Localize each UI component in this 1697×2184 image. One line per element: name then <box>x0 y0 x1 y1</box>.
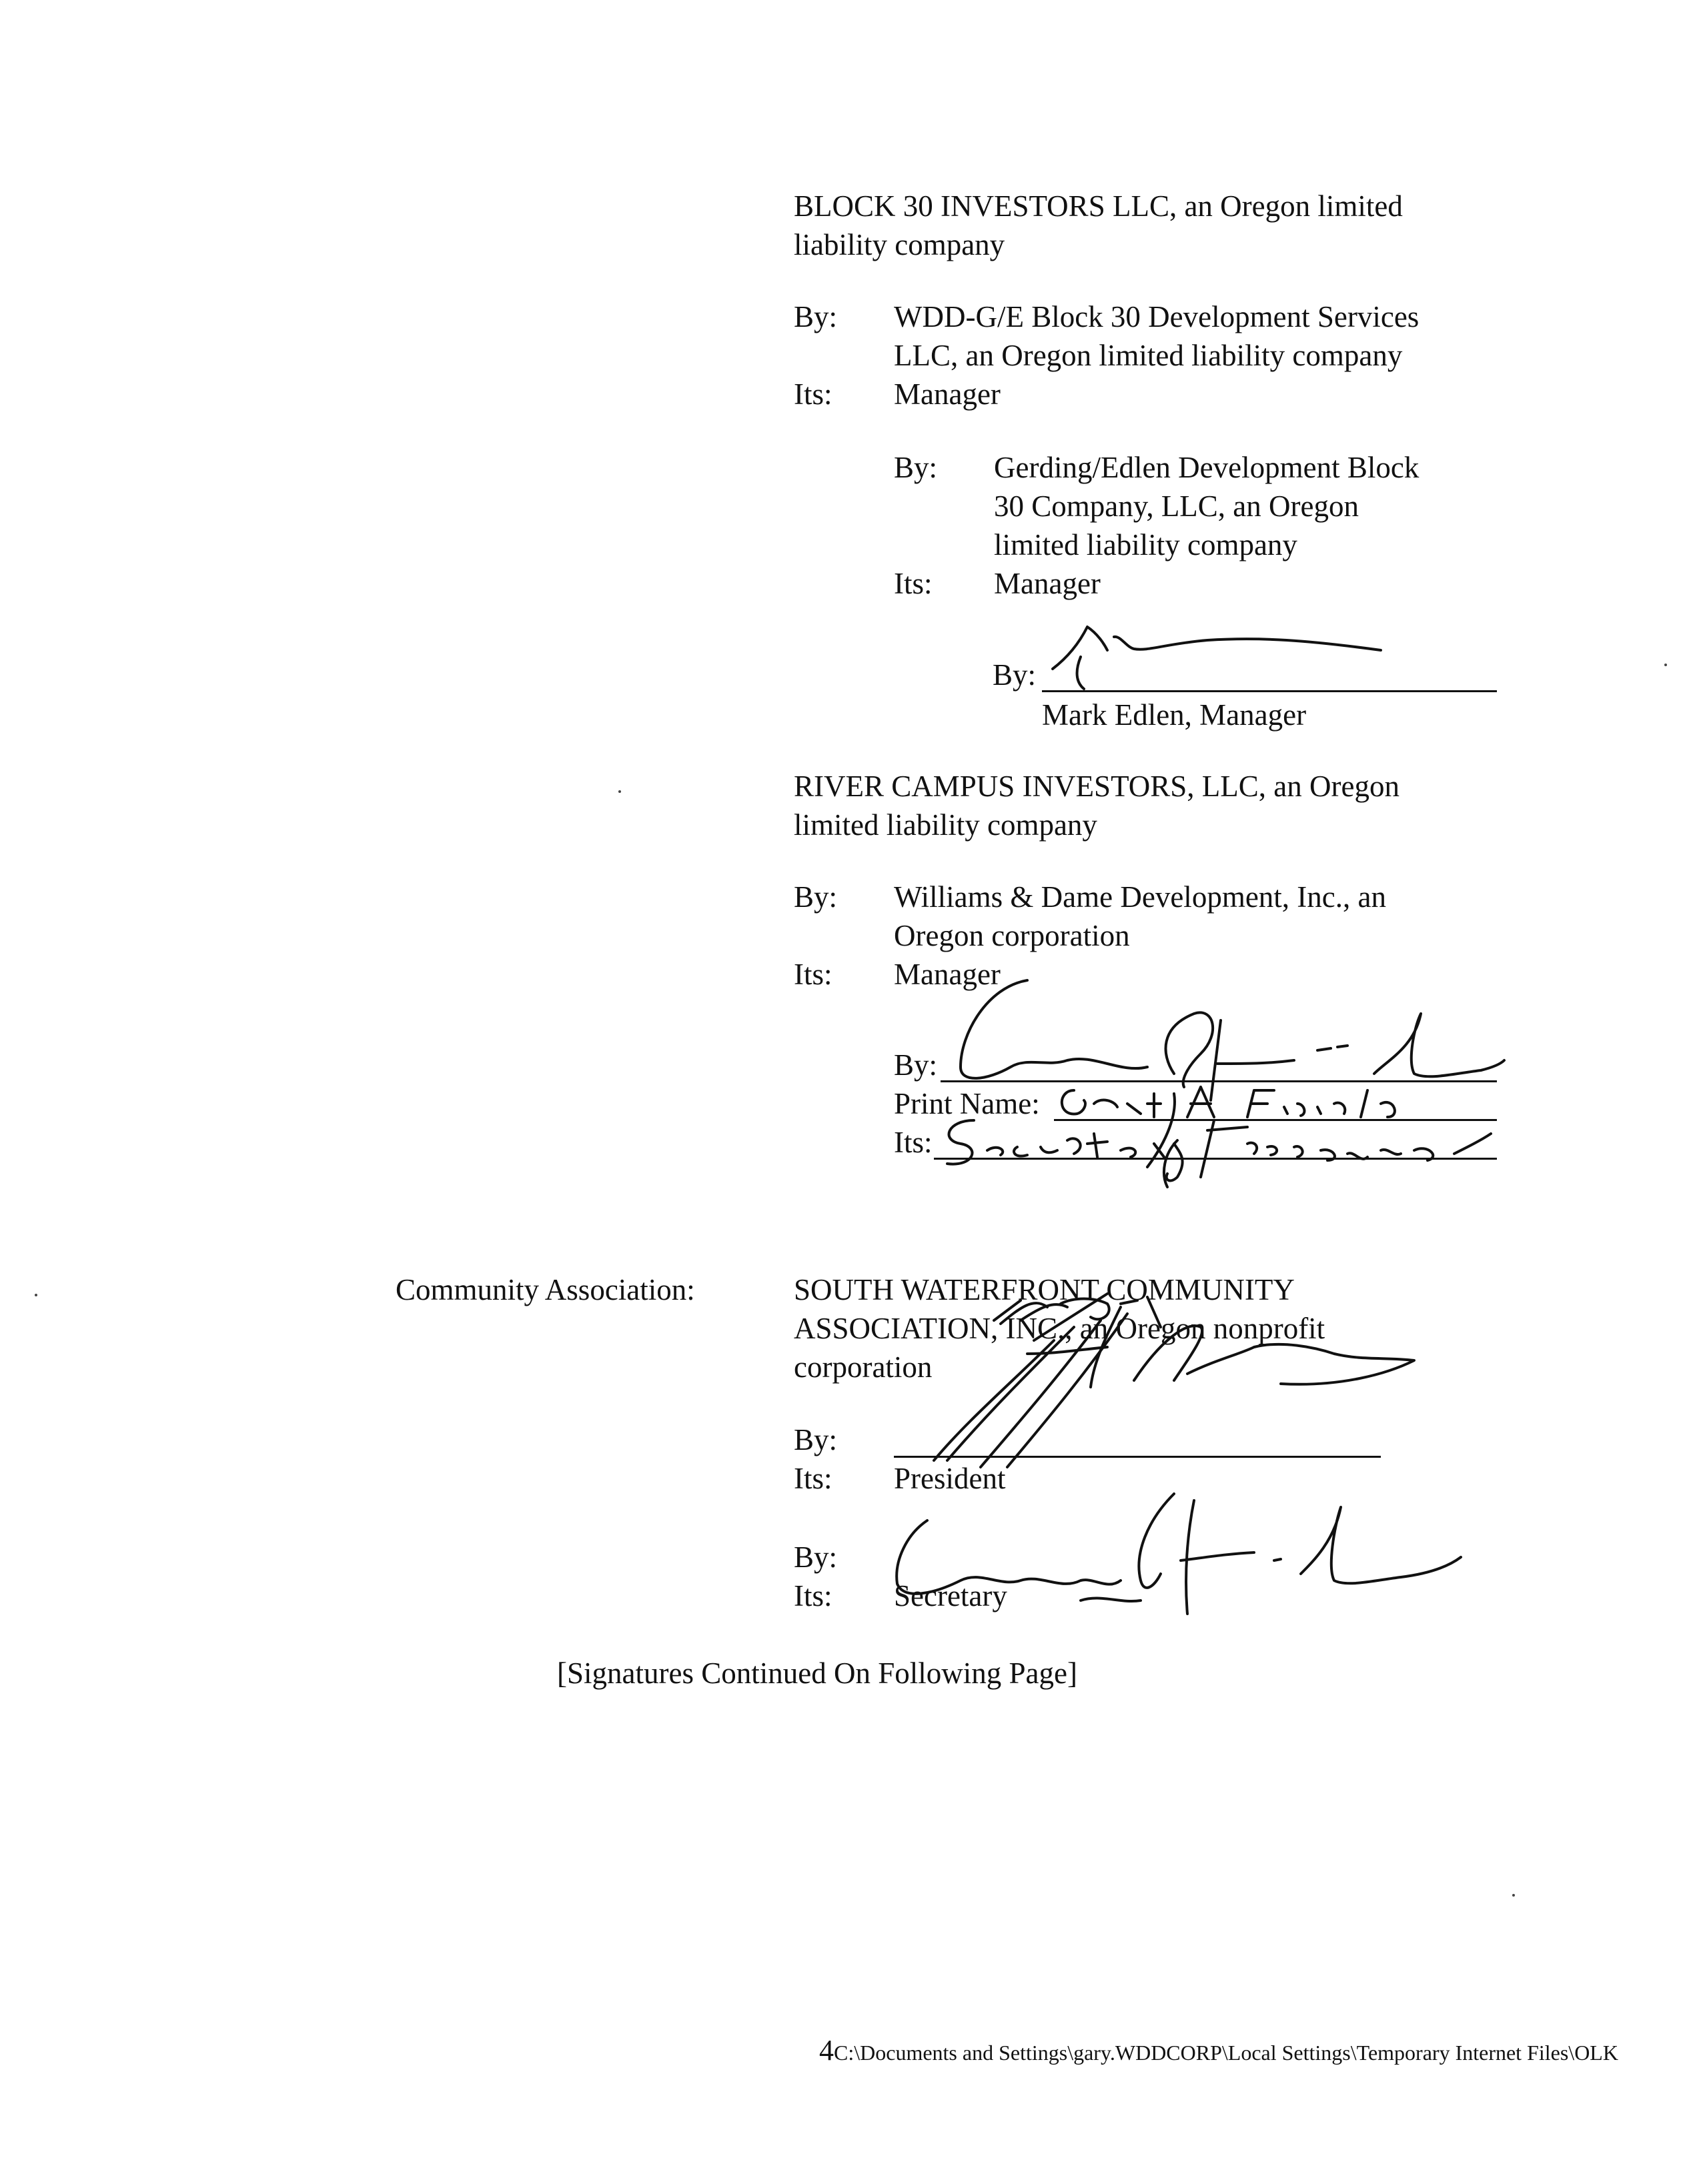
finicle-its-label: Its: <box>894 1126 933 1159</box>
community-association-label: Community Association: <box>396 1273 695 1306</box>
community-entity-line2: ASSOCIATION, INC., an Oregon nonprofit <box>794 1312 1325 1345</box>
block30-its-label: Its: <box>794 377 832 411</box>
river-by-label: By: <box>794 880 838 914</box>
river-its-value: Manager <box>894 958 1001 991</box>
page-footer <box>819 2034 1618 2067</box>
scan-speck <box>35 1294 37 1296</box>
block30-sub-by-line3: limited liability company <box>994 528 1297 562</box>
secretary-its-value: Secretary <box>894 1579 1007 1612</box>
page-number: 4 <box>819 2034 834 2067</box>
block30-entity-line1: BLOCK 30 INVESTORS LLC, an Oregon limited <box>794 189 1403 223</box>
edlen-signature <box>1041 610 1387 697</box>
block30-entity-line2: liability company <box>794 228 1005 261</box>
block30-by-label: By: <box>794 300 838 333</box>
block30-sub-its-value: Manager <box>994 567 1101 600</box>
river-entity-line1: RIVER CAMPUS INVESTORS, LLC, an Oregon <box>794 770 1399 803</box>
block30-by-line1: WDD-G/E Block 30 Development Services <box>894 300 1420 333</box>
river-by-line2: Oregon corporation <box>894 919 1130 952</box>
finicle-its-handwritten[interactable] <box>934 1114 1494 1187</box>
block30-by-line2: LLC, an Oregon limited liability company <box>894 339 1403 372</box>
community-entity-line1: SOUTH WATERFRONT COMMUNITY <box>794 1273 1295 1306</box>
block30-sub-by-line2: 30 Company, LLC, an Oregon <box>994 489 1359 523</box>
president-by-label: By: <box>794 1423 838 1456</box>
community-entity-line3: corporation <box>794 1350 933 1384</box>
scan-speck <box>618 790 621 793</box>
block30-sub-by-label: By: <box>894 451 938 484</box>
scan-speck <box>1512 1894 1515 1897</box>
signatures-continued-note: [Signatures Continued On Following Page] <box>557 1657 1077 1690</box>
river-its-label: Its: <box>794 958 832 991</box>
president-its-label: Its: <box>794 1462 832 1495</box>
president-its-value: President <box>894 1462 1006 1495</box>
river-by-line1: Williams & Dame Development, Inc., an <box>894 880 1386 914</box>
block30-sub-by-line1: Gerding/Edlen Development Block <box>994 451 1420 484</box>
finicle-by-label: By: <box>894 1048 938 1082</box>
secretary-its-label: Its: <box>794 1579 832 1612</box>
edlen-by-label: By: <box>993 658 1037 692</box>
finicle-print-name-label: Print Name: <box>894 1087 1040 1120</box>
secretary-by-label: By: <box>794 1540 838 1574</box>
secretary-signature <box>881 1480 1468 1627</box>
scan-speck <box>1664 664 1667 666</box>
file-path: C:\Documents and Settings\gary.WDDCORP\Local Settings\Temporary Internet Files\OLK <box>834 2041 1618 2065</box>
block30-sub-its-label: Its: <box>894 567 933 600</box>
block30-its-value: Manager <box>894 377 1001 411</box>
edlen-signer-name: Mark Edlen, Manager <box>1042 698 1307 732</box>
river-entity-line2: limited liability company <box>794 808 1097 842</box>
president-signature-overwrite <box>981 1287 1207 1334</box>
